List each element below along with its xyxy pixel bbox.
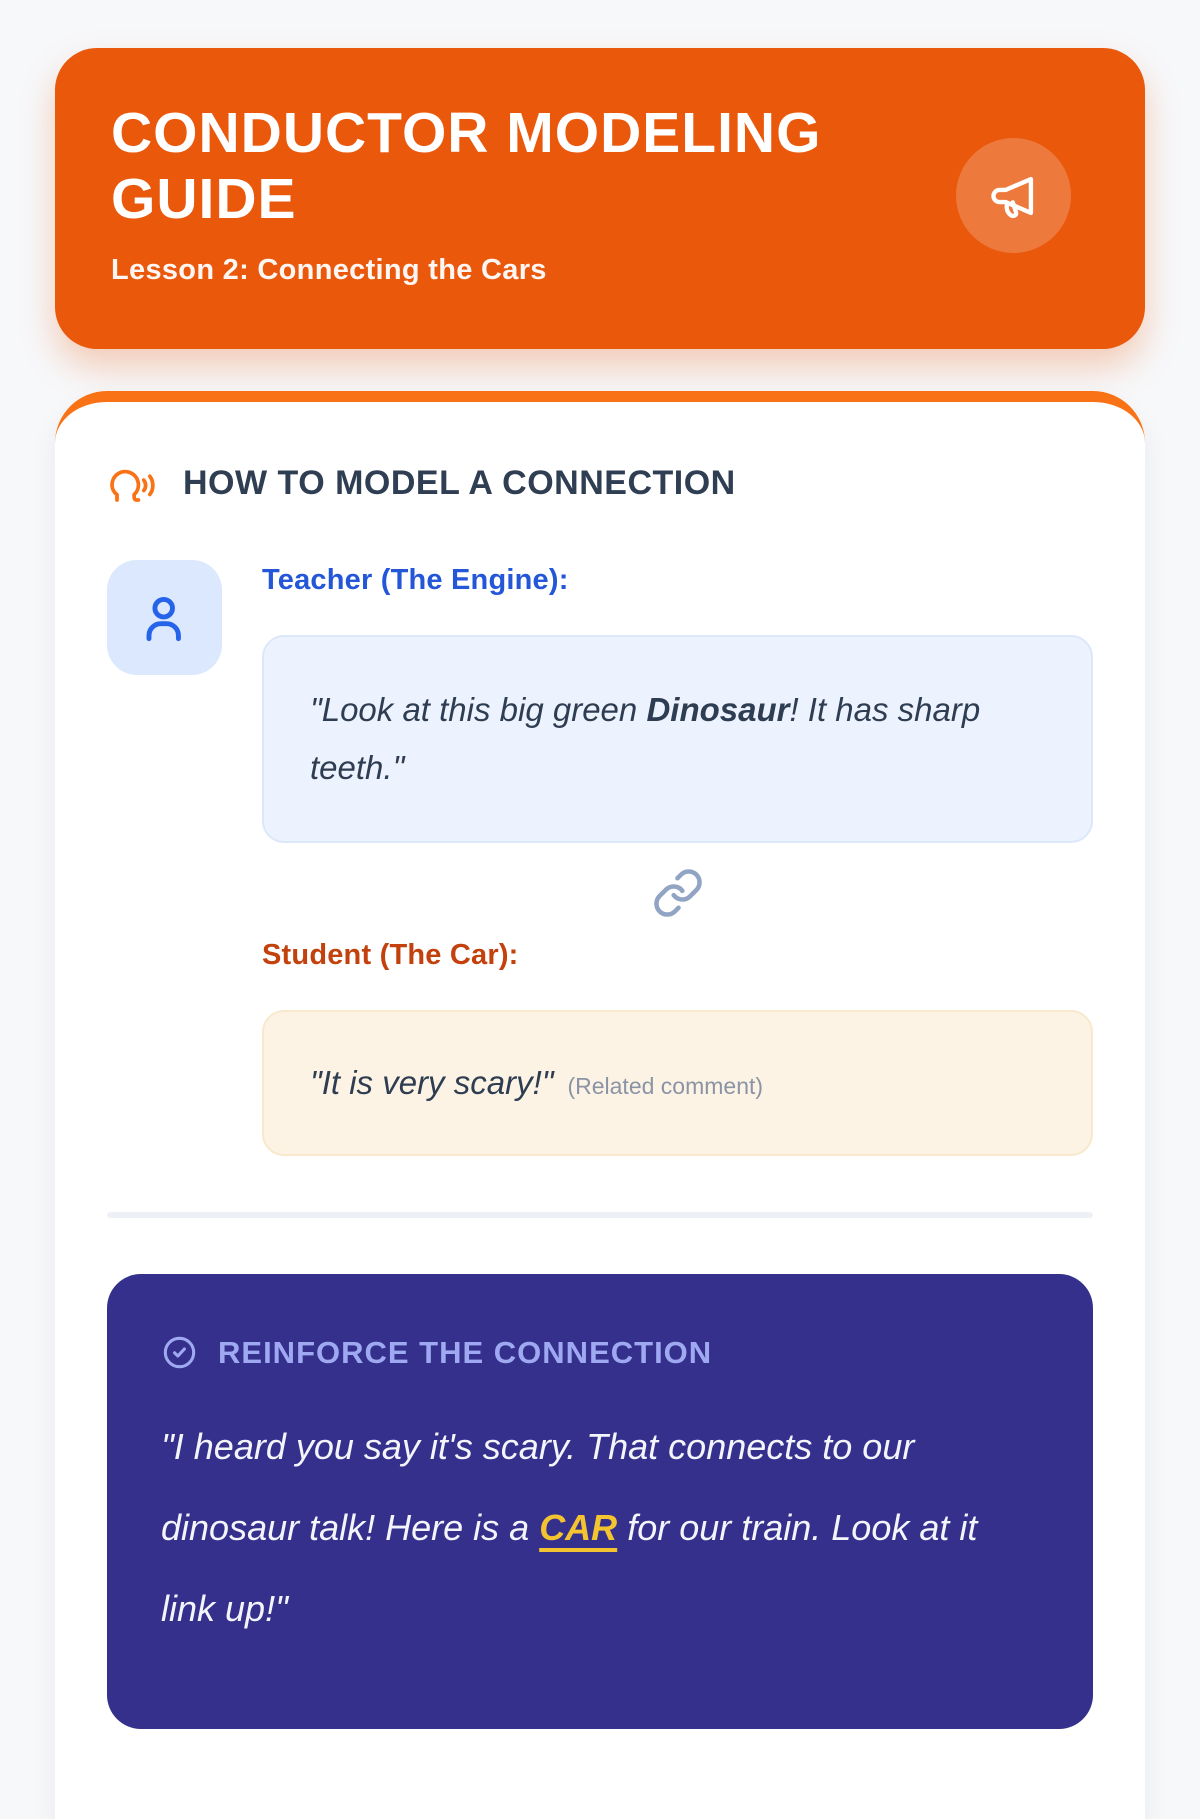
modeling-exchange <box>107 560 1093 1156</box>
teacher-quote <box>310 681 1045 797</box>
teacher-label: Teacher (The Engine): <box>262 564 569 597</box>
student-quote-note: (Related comment) <box>567 1073 764 1100</box>
section-heading <box>107 460 1093 506</box>
student-label: Student (The Car): <box>262 939 519 972</box>
hero-header <box>55 48 1145 349</box>
teacher-quote-prefix: "Look at this big green <box>310 691 647 729</box>
lesson-subtitle: Lesson 2: Connecting the Cars <box>111 254 547 287</box>
megaphone-icon <box>985 167 1043 225</box>
check-circle-icon <box>161 1334 198 1371</box>
student-quote-box <box>262 1010 1093 1156</box>
link-icon <box>652 867 704 919</box>
teacher-avatar <box>107 560 222 675</box>
student-quote-text: "It is very scary!" <box>310 1064 554 1102</box>
person-icon <box>134 587 196 649</box>
reinforce-card <box>107 1274 1093 1729</box>
teacher-quote-suffix: ! It has sharp teeth." <box>310 691 981 787</box>
model-connection-card <box>55 391 1145 1819</box>
student-quote <box>310 1054 1045 1112</box>
section-title: HOW TO MODEL A CONNECTION <box>183 463 736 502</box>
teacher-quote-emphasis: Dinosaur <box>646 691 790 729</box>
exchange-content <box>262 560 1093 1156</box>
connection-link-row <box>262 867 1093 919</box>
speaking-head-icon <box>107 460 157 506</box>
section-divider <box>107 1212 1093 1218</box>
reinforce-quote <box>161 1407 1039 1649</box>
teacher-quote-box <box>262 635 1093 843</box>
page-title: CONDUCTOR MODELING GUIDE <box>111 101 822 232</box>
reinforce-title: REINFORCE THE CONNECTION <box>218 1334 713 1370</box>
reinforce-quote-after: for our train. Look at it link up!" <box>161 1507 978 1629</box>
reinforce-quote-before: "I heard you say it's scary. That connects to our dinosaur talk! Here is a <box>161 1426 915 1549</box>
reinforce-heading <box>161 1334 1039 1371</box>
reinforce-quote-highlight: CAR <box>539 1507 618 1549</box>
megaphone-button[interactable] <box>956 138 1071 253</box>
